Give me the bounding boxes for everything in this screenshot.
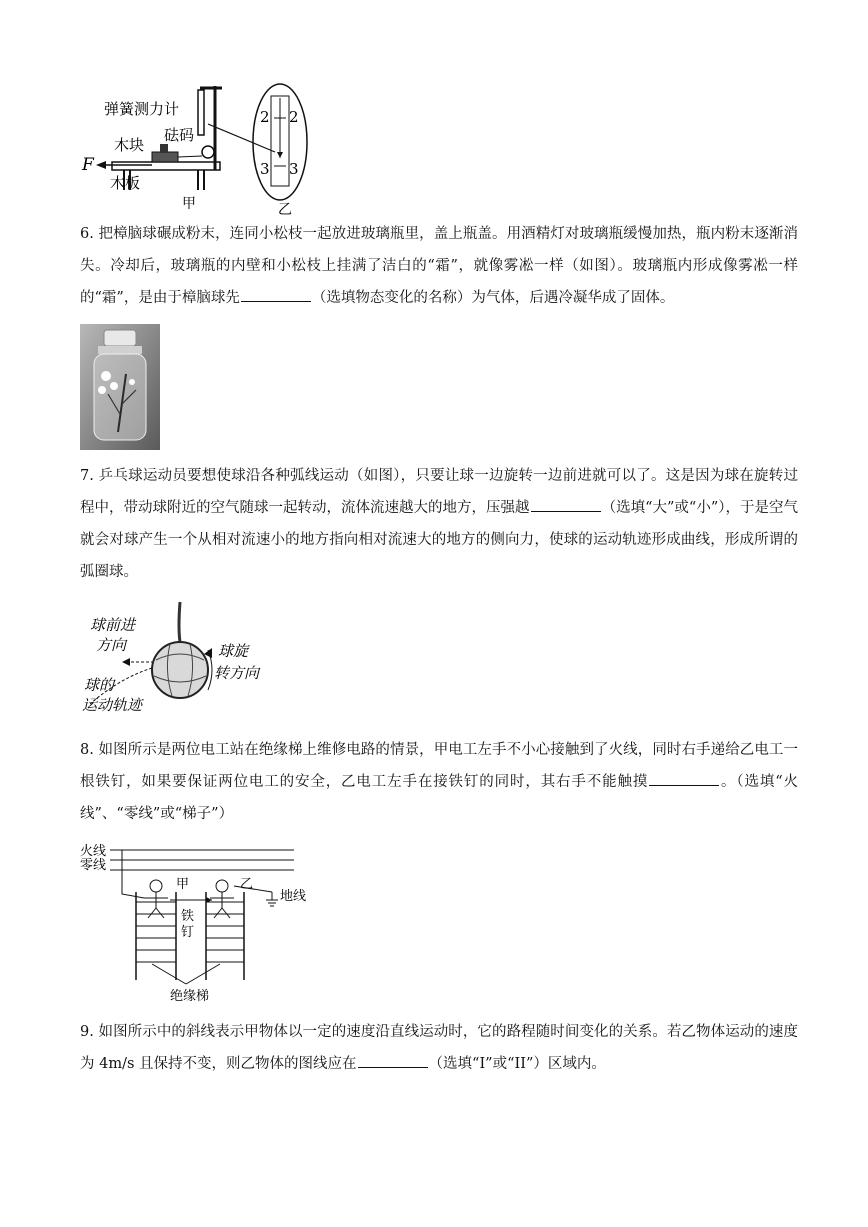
label-board: 木板 xyxy=(110,174,141,192)
q7-text-after: （选填“大”或“小”），于是空气就会对球产生一个从相对流速小的地方指向相对流速大的地方的侧向力，使球的运动轨迹形成曲线，形成所谓的弧圈球。 xyxy=(80,500,798,580)
label-track-2: 运动轨迹 xyxy=(82,696,143,714)
label-ground-wire: 地线 xyxy=(280,889,307,904)
label-spin-1: 球旋 xyxy=(218,642,249,660)
question-8 xyxy=(80,734,798,830)
scale-right-bottom: 3 xyxy=(289,160,299,178)
q7-answer-blank[interactable] xyxy=(531,497,601,512)
label-nail-1: 铁 xyxy=(181,909,195,924)
label-spin-2: 转方向 xyxy=(214,664,260,682)
label-yi: 乙 xyxy=(278,202,292,218)
q9-answer-blank[interactable] xyxy=(358,1053,428,1068)
q9-text-before: 9. 如图所示中的斜线表示甲物体以一定的速度沿直线运动时，它的路程随时间变化的关系。若乙物体运动的速度为 4m/s 且保持不变，则乙物体的图线应在 xyxy=(80,1024,798,1072)
label-block: 木块 xyxy=(114,136,145,154)
scale-left-top: 2 xyxy=(260,108,270,126)
q8-text-before: 8. 如图所示是两位电工站在绝缘梯上维修电路的情景，甲电工左手不小心接触到了火线，同时右手递给乙电工一根铁钉，如果要保证两位电工的安全，乙电工左手在接铁钉的同时，其右手不能触摸 xyxy=(80,742,798,790)
jar-photo xyxy=(80,324,160,450)
q6-answer-blank[interactable] xyxy=(241,287,311,302)
q9-text-after: （选填“I”或“II”）区域内。 xyxy=(428,1056,606,1072)
scale-left-bottom: 3 xyxy=(260,160,270,178)
scale-right-top: 2 xyxy=(289,108,299,126)
label-yi-worker: 乙 xyxy=(240,877,254,892)
question-9 xyxy=(80,1016,798,1080)
label-forward-1: 球前进 xyxy=(90,616,136,634)
label-nail-2: 钉 xyxy=(181,925,195,940)
label-spring-scale: 弹簧测力计 xyxy=(104,100,180,118)
label-jia: 甲 xyxy=(182,196,196,212)
q8-answer-blank[interactable] xyxy=(649,771,719,786)
q8-text-after: 。（选填“火线”、“零线”或“梯子”） xyxy=(80,774,798,822)
ball-figure xyxy=(80,598,270,720)
label-weight: 砝码 xyxy=(164,126,195,144)
spring-scale-figure xyxy=(80,78,320,218)
label-insulated-ladder: 绝缘梯 xyxy=(170,989,210,1004)
question-7 xyxy=(80,460,798,588)
label-forward-2: 方向 xyxy=(96,636,127,654)
q6-text-before: 6. 把樟脑球碾成粉末，连同小松枝一起放进玻璃瓶里，盖上瓶盖。用酒精灯对玻璃瓶缓慢加热，瓶内粉末逐渐消失。冷却后，玻璃瓶的内壁和小松枝上挂满了洁白的“霜”，就像雾凇一样（如图）。玻璃瓶内形成像雾凇一样的“霜”，是由于樟脑球先 xyxy=(80,226,798,306)
label-force: F xyxy=(82,155,94,175)
label-track-1: 球的 xyxy=(84,676,115,694)
circuit-figure xyxy=(80,842,320,1004)
q6-text-after: （选填物态变化的名称）为气体，后遇冷凝华成了固体。 xyxy=(311,290,675,306)
label-jia-worker: 甲 xyxy=(176,877,190,892)
q7-text-before: 7. 乒乓球运动员要想使球沿各种弧线运动（如图），只要让球一边旋转一边前进就可以了。这是因为球在旋转过程中，带动球附近的空气随球一起转动，流体流速越大的地方，压强越 xyxy=(80,468,798,516)
label-live-wire: 火线 xyxy=(80,844,107,859)
question-6 xyxy=(80,218,798,314)
label-neutral-wire: 零线 xyxy=(80,858,107,873)
